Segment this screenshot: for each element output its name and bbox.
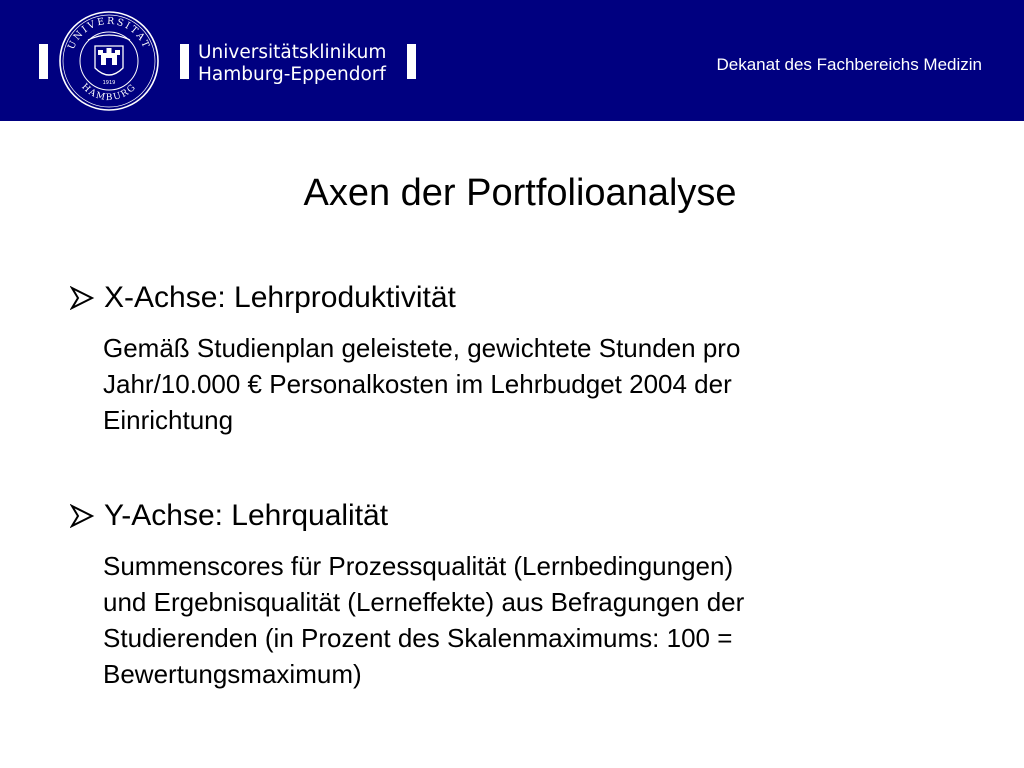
bullet-y-axis: [70, 497, 970, 692]
svg-text:UNIVERSITAT: UNIVERSITAT: [66, 15, 152, 52]
department-label: Dekanat des Fachbereichs Medizin: [716, 55, 982, 74]
description-line: Summenscores für Prozessqualität (Lernbedingungen): [103, 551, 734, 581]
description-line: Einrichtung: [103, 405, 234, 435]
header-banner: [0, 0, 1024, 121]
bullet-description: [103, 548, 953, 692]
description-line: Bewertungsmaximum): [103, 659, 362, 689]
university-seal-logo: [58, 10, 160, 112]
description-line: Gemäß Studienplan geleistete, gewichtete Stunden pro: [103, 333, 741, 363]
decorative-bar: [39, 44, 48, 79]
description-line: und Ergebnisqualität (Lerneffekte) aus Befragungen der: [103, 587, 745, 617]
bullet-heading: Y-Achse: Lehrqualität: [104, 499, 389, 532]
hospital-wordmark: [198, 42, 386, 86]
description-line: Jahr/10.000 € Personalkosten im Lehrbudget 2004 der: [103, 369, 732, 399]
arrow-bullet-icon: [70, 504, 96, 528]
decorative-bar: [407, 44, 416, 79]
arrow-bullet-icon: [70, 286, 96, 310]
decorative-bar: [180, 44, 189, 79]
wordmark-line-2: Hamburg-Eppendorf: [198, 64, 386, 85]
bullet-x-axis: [70, 279, 970, 438]
bullet-description: [103, 330, 953, 438]
slide-title: Axen der Portfolioanalyse: [303, 172, 737, 214]
svg-text:1919: 1919: [102, 80, 116, 86]
wordmark-line-1: Universitätsklinikum: [198, 42, 387, 63]
bullet-heading: X-Achse: Lehrproduktivität: [104, 281, 456, 314]
description-line: Studierenden (in Prozent des Skalenmaximums: 100 =: [103, 623, 733, 653]
svg-text:HAMBURG: HAMBURG: [79, 81, 139, 104]
